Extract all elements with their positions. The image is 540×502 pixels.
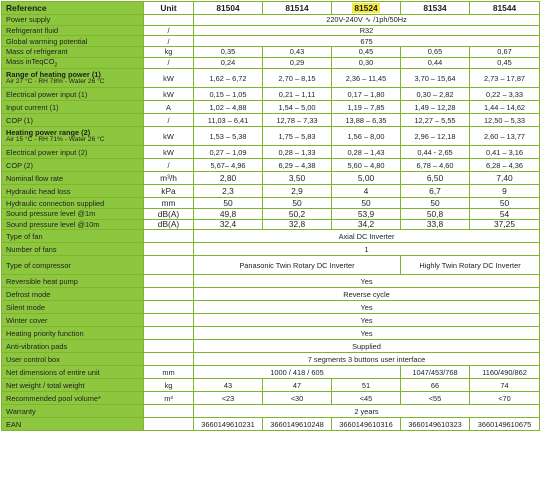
model-header: 81544 [470,2,540,15]
row-unit: kW [144,146,194,159]
row-value: 50 [401,198,470,209]
model-header: 81534 [401,2,470,15]
row-unit [144,288,194,301]
row-electrical-2 [2,146,540,159]
row-label: Silent mode [2,301,144,314]
row-value: <70 [470,392,540,405]
row-sound-1m [2,209,540,220]
row-unit: / [144,36,194,47]
row-label: Winter cover [2,314,144,327]
row-label: Power supply [2,15,144,26]
row-value: 12,27 – 5,55 [401,114,470,127]
row-label-conditions: Air 15 °C - RH 71% - Water 26 °C [6,135,105,143]
unit-header: Unit [144,2,194,15]
row-value: <55 [401,392,470,405]
row-label: Sound pressure level @1m [2,209,144,220]
row-value: 50,8 [401,209,470,220]
row-value: 1160/490/862 [470,366,540,379]
row-value: 1,75 – 5,83 [263,127,332,146]
row-label: Defrost mode [2,288,144,301]
row-unit [144,15,194,26]
row-value: 1000 / 418 / 605 [194,366,401,379]
row-value: 0,44 - 2,65 [401,146,470,159]
row-value: 1,54 – 5,00 [263,101,332,114]
row-label: EAN [2,418,144,431]
row-value: 50 [332,198,401,209]
row-value: 0,22 – 3,33 [470,88,540,101]
row-value: 2,70 – 8,15 [263,69,332,88]
row-unit: kW [144,69,194,88]
row-defrost [2,288,540,301]
row-label: Nominal flow rate [2,172,144,185]
row-value: 7,40 [470,172,540,185]
row-value: R32 [194,25,540,36]
row-label: Net weight / total weight [2,379,144,392]
row-fan-type [2,230,540,243]
row-heating-priority [2,327,540,340]
row-value: 11,03 – 6,41 [194,114,263,127]
row-value: 2,80 [194,172,263,185]
row-value: 43 [194,379,263,392]
row-unit: / [144,25,194,36]
row-value: 0,27 – 1,09 [194,146,263,159]
row-ean [2,418,540,431]
row-value: 3,50 [263,172,332,185]
row-value: Reverse cycle [194,288,540,301]
row-value: 2,73 – 17,87 [470,69,540,88]
row-unit: kg [144,47,194,58]
row-fan-count [2,243,540,256]
row-value: 53,9 [332,209,401,220]
row-unit: kW [144,88,194,101]
row-value: 2,36 – 11,45 [332,69,401,88]
row-value: Yes [194,275,540,288]
row-value: 9 [470,185,540,198]
row-flow-rate [2,172,540,185]
row-value: 2,96 – 12,18 [401,127,470,146]
model-header [332,2,401,15]
row-value: Yes [194,301,540,314]
row-value: 0,67 [470,47,540,58]
row-label-subscript: 2 [54,62,58,69]
row-value: 74 [470,379,540,392]
row-unit: m³ [144,392,194,405]
row-value: 13,88 – 6,35 [332,114,401,127]
row-electrical-1 [2,88,540,101]
row-value: 6,78 – 4,60 [401,159,470,172]
row-value: Yes [194,314,540,327]
row-label: Anti-vibration pads [2,340,144,353]
row-value: 1,44 – 14,62 [470,101,540,114]
row-label-conditions: Air 27 °C - RH 78% - Water 26 °C [6,77,105,85]
row-unit: mm [144,198,194,209]
row-value: 0,45 [470,57,540,69]
row-hydraulic-connection [2,198,540,209]
row-value: 5,00 [332,172,401,185]
row-label-text: Heating power range (2) [6,128,91,138]
row-value: 0,29 [263,57,332,69]
row-unit: kg [144,379,194,392]
row-value: 3,70 – 15,64 [401,69,470,88]
row-unit [144,243,194,256]
row-value: 6,7 [401,185,470,198]
row-value: 33,8 [401,219,470,230]
row-value: Panasonic Twin Rotary DC Inverter [194,256,401,275]
row-unit: / [144,114,194,127]
row-label: Mass of refrigerant [2,47,144,58]
row-value: Highly Twin Rotary DC Inverter [401,256,540,275]
row-unit [144,256,194,275]
row-value: 1,19 – 7,85 [332,101,401,114]
row-value: 0,15 – 1,05 [194,88,263,101]
row-mass-co2 [2,57,540,69]
row-label: Reversible heat pump [2,275,144,288]
row-unit [144,327,194,340]
row-unit: m³/h [144,172,194,185]
row-label: Hydraulic connection supplied [2,198,144,209]
row-value: 2 years [194,405,540,418]
row-value: 0,28 – 1,43 [332,146,401,159]
row-value: <30 [263,392,332,405]
row-value: 5,67– 4,96 [194,159,263,172]
row-label-text: Mass inTeqCO [6,57,55,66]
row-value: 2,3 [194,185,263,198]
row-value: 50 [263,198,332,209]
row-unit: dB(A) [144,209,194,220]
row-label: Net dimensions of entire unit [2,366,144,379]
row-label [2,127,144,146]
row-value: 47 [263,379,332,392]
row-cop-2 [2,159,540,172]
row-label [2,57,144,69]
row-value: 0,30 – 2,82 [401,88,470,101]
row-label: Electrical power input (2) [2,146,144,159]
row-label [2,69,144,88]
row-value: 3660149610248 [263,418,332,431]
row-anti-vibration [2,340,540,353]
model-header: 81514 [263,2,332,15]
row-refrigerant [2,25,540,36]
row-unit [144,314,194,327]
row-value: 12,50 – 5,33 [470,114,540,127]
row-value: 1,53 – 5,38 [194,127,263,146]
row-unit [144,340,194,353]
row-unit [144,275,194,288]
row-value: 34,2 [332,219,401,230]
row-value: 6,29 – 4,38 [263,159,332,172]
row-value: 66 [401,379,470,392]
spec-table [1,1,540,431]
row-label: Electrical power input (1) [2,88,144,101]
row-heating-range-2 [2,127,540,146]
row-label: Input current (1) [2,101,144,114]
row-label: Heating priority function [2,327,144,340]
row-reversible [2,275,540,288]
row-value: 49,8 [194,209,263,220]
row-dimensions [2,366,540,379]
row-value: <23 [194,392,263,405]
row-value: Supplied [194,340,540,353]
row-unit: dB(A) [144,219,194,230]
row-value: 2,60 – 13,77 [470,127,540,146]
row-value: 32,8 [263,219,332,230]
row-control-box [2,353,540,366]
row-label: COP (2) [2,159,144,172]
header-row [2,2,540,15]
row-value: 3660149610316 [332,418,401,431]
row-weight [2,379,540,392]
row-label: Recommended pool volume* [2,392,144,405]
row-silent [2,301,540,314]
row-value: 4 [332,185,401,198]
row-value: 3660149610323 [401,418,470,431]
row-winter-cover [2,314,540,327]
row-unit: / [144,159,194,172]
row-value: 0,35 [194,47,263,58]
row-value: 6,50 [401,172,470,185]
row-value: 54 [470,209,540,220]
row-value: 7 segments 3 buttons user interface [194,353,540,366]
row-label: Number of fans [2,243,144,256]
row-unit: kW [144,127,194,146]
row-value: 0,28 – 1,33 [263,146,332,159]
row-label: Sound pressure level @10m [2,219,144,230]
row-mass-refrigerant [2,47,540,58]
row-unit [144,230,194,243]
row-unit [144,353,194,366]
row-value: 5,60 – 4,80 [332,159,401,172]
row-unit [144,301,194,314]
row-value: 0,21 – 1,11 [263,88,332,101]
row-label: Global warming potential [2,36,144,47]
row-label: Hydraulic head loss [2,185,144,198]
row-unit: kPa [144,185,194,198]
row-sound-10m [2,219,540,230]
row-value: Yes [194,327,540,340]
row-value: 0,30 [332,57,401,69]
row-value: Axial DC Inverter [194,230,540,243]
highlighted-model: 81524 [354,2,378,13]
row-gwp [2,36,540,47]
row-value: 0,17 – 1,80 [332,88,401,101]
row-value: 1,49 – 12,28 [401,101,470,114]
row-value: 3660149610675 [470,418,540,431]
row-heating-range-1 [2,69,540,88]
row-value: 37,25 [470,219,540,230]
row-value: 32,4 [194,219,263,230]
row-label-text: Range of heating power (1) [6,70,101,80]
row-value: 0,44 [401,57,470,69]
row-current-1 [2,101,540,114]
row-value: 50 [194,198,263,209]
row-value: 51 [332,379,401,392]
row-value: 675 [194,36,540,47]
row-value: 0,45 [332,47,401,58]
row-head-loss [2,185,540,198]
row-value: 1047/453/768 [401,366,470,379]
row-value: 50 [470,198,540,209]
row-value: 0,24 [194,57,263,69]
reference-header: Reference [2,2,144,15]
row-value: 0,43 [263,47,332,58]
row-unit [144,405,194,418]
row-value: <45 [332,392,401,405]
row-compressor [2,256,540,275]
row-pool-volume [2,392,540,405]
row-value: 2,9 [263,185,332,198]
row-label: COP (1) [2,114,144,127]
row-value: 12,78 – 7,33 [263,114,332,127]
row-label: Type of fan [2,230,144,243]
row-unit: mm [144,366,194,379]
row-value: 1,56 – 8,00 [332,127,401,146]
row-power-supply [2,15,540,26]
row-value: 1,02 – 4,88 [194,101,263,114]
row-label: User control box [2,353,144,366]
row-label: Warranty [2,405,144,418]
row-unit: A [144,101,194,114]
row-label: Refrigerant fluid [2,25,144,36]
row-value: 0,65 [401,47,470,58]
row-warranty [2,405,540,418]
row-value: 220V-240V ∿ /1ph/50Hz [194,15,540,26]
row-value: 0,41 – 3,16 [470,146,540,159]
row-cop-1 [2,114,540,127]
row-value: 1 [194,243,540,256]
row-unit [144,418,194,431]
row-value: 6,28 – 4,36 [470,159,540,172]
row-label: Type of compressor [2,256,144,275]
row-value: 1,62 – 6,72 [194,69,263,88]
row-value: 50,2 [263,209,332,220]
row-unit: / [144,57,194,69]
row-value: 3660149610231 [194,418,263,431]
model-header: 81504 [194,2,263,15]
